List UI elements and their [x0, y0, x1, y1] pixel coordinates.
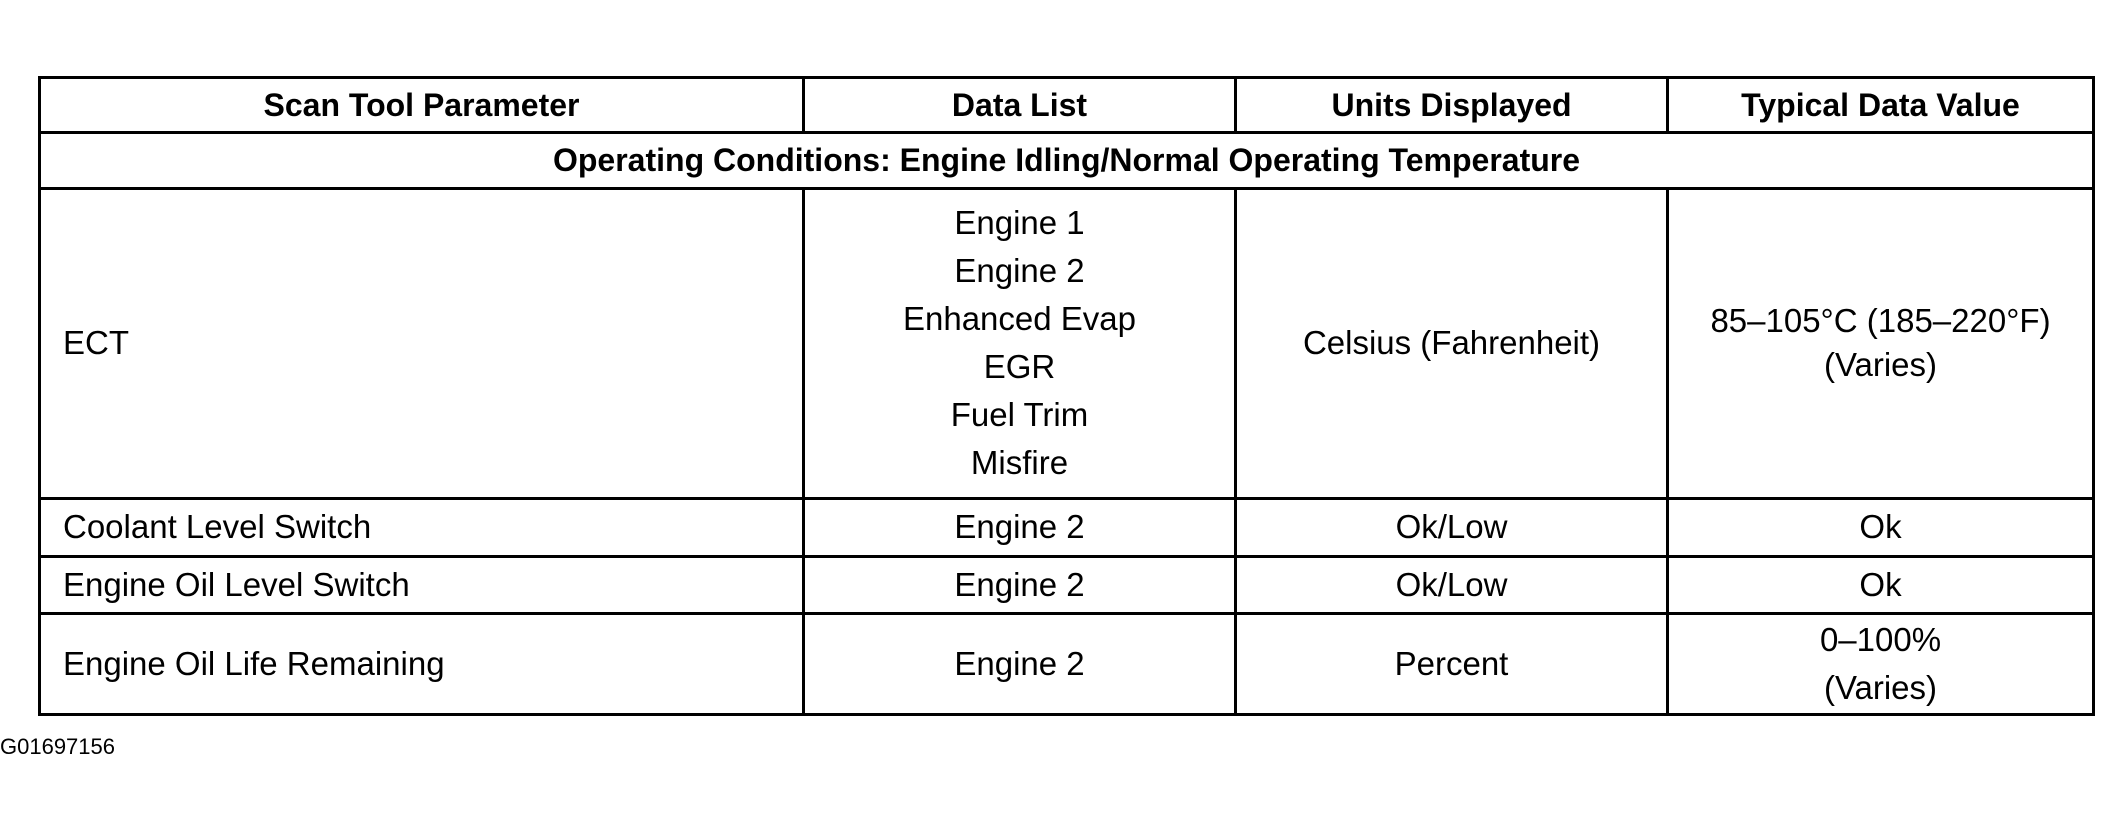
- header-row: [40, 78, 2094, 133]
- data-list-cell: Engine 2: [804, 556, 1236, 614]
- table-row: [40, 614, 2094, 715]
- units-cell: Celsius (Fahrenheit): [1236, 188, 1668, 498]
- table-row: [40, 556, 2094, 614]
- header-typical-data-value: Typical Data Value: [1668, 78, 2094, 133]
- units-cell: Percent: [1236, 614, 1668, 715]
- data-list-cell: Engine 2: [804, 498, 1236, 556]
- units-cell: Ok/Low: [1236, 498, 1668, 556]
- section-row: [40, 133, 2094, 189]
- data-list-item: EGR: [983, 348, 1056, 386]
- figure-id: G01697156: [0, 734, 115, 759]
- typical-value-cell: [1668, 188, 2094, 498]
- typical-value-cell: Ok: [1668, 556, 2094, 614]
- parameter-cell: Engine Oil Level Switch: [40, 556, 804, 614]
- data-list-cell: Engine 2: [804, 614, 1236, 715]
- header-units-displayed: Units Displayed: [1236, 78, 1668, 133]
- data-list-item: Engine 2: [954, 252, 1085, 290]
- data-list-item: Fuel Trim: [950, 396, 1089, 434]
- data-list-item: Engine 1: [954, 204, 1085, 242]
- typical-value-line: (Varies): [1823, 346, 1938, 384]
- table-row: [40, 188, 2094, 498]
- typical-value-line: 85–105°C (185–220°F): [1710, 302, 2051, 340]
- data-list-cell: [804, 188, 1236, 498]
- parameter-cell: Coolant Level Switch: [40, 498, 804, 556]
- header-data-list: Data List: [804, 78, 1236, 133]
- units-cell: Ok/Low: [1236, 556, 1668, 614]
- typical-value-line: 0–100%: [1819, 621, 1942, 659]
- section-title: Operating Conditions: Engine Idling/Normal Operating Temperature: [40, 133, 2094, 189]
- data-list-item: Enhanced Evap: [902, 300, 1136, 338]
- typical-value-cell: [1668, 614, 2094, 715]
- table-row: [40, 498, 2094, 556]
- parameter-cell: ECT: [40, 188, 804, 498]
- data-list-item: Misfire: [970, 444, 1069, 482]
- scan-tool-data-table: [38, 76, 2095, 716]
- header-scan-tool-parameter: Scan Tool Parameter: [40, 78, 804, 133]
- typical-value-cell: Ok: [1668, 498, 2094, 556]
- parameter-cell: Engine Oil Life Remaining: [40, 614, 804, 715]
- typical-value-line: (Varies): [1823, 669, 1938, 707]
